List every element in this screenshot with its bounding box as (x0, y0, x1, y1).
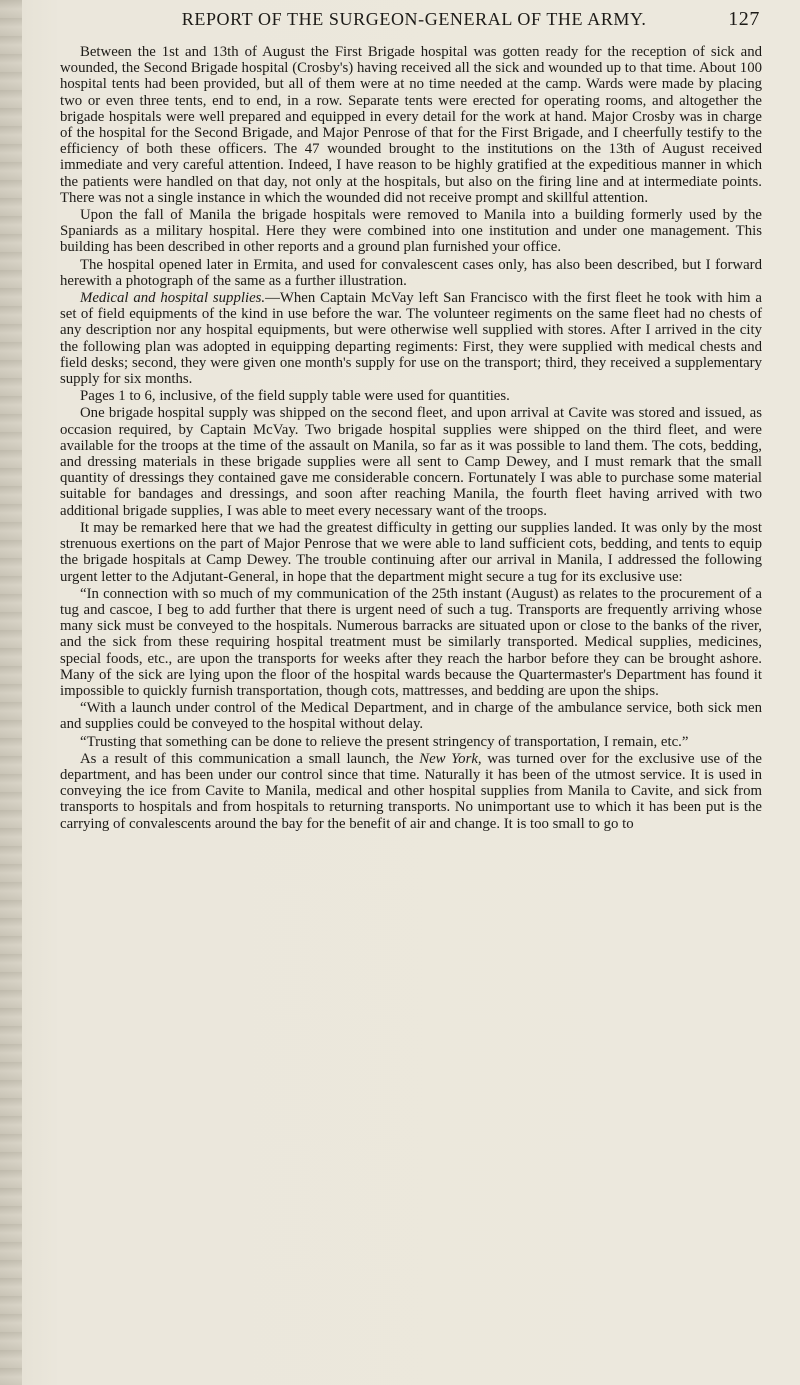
paragraph-2-text: Upon the fall of Manila the brigade hospitals were removed to Manila into a building formerly used by the Spaniards as a military hospital. Here they were combined into one institution and under one management. This building has been described in other reports and a ground plan furnished your office. (60, 207, 762, 256)
paragraph-5-text: Pages 1 to 6, inclusive, of the field supply table were used for quantities. (80, 388, 510, 405)
paragraph-6-text: One brigade hospital supply was shipped on the second fleet, and upon arrival at Cavite was stored and issued, as occasion required, by Captain McVay. Two brigade hospital supplies were shipped on the third fleet, and were available for the troops at the time of the assault on Manila, so far as it was possible to land them. The cots, bedding, and dressing materials in these brigade supplies were all sent to Camp Dewey, and I must remark that the small quantity of dressings they contained gave me considerable concern. Fortunately I was able to purchase some material suitable for bandages and dressings, and soon after reaching Manila, the fourth fleet having arrived with two additional brigade supplies, I was able to meet every necessary want of the troops. (60, 405, 762, 519)
paragraph-final (60, 751, 762, 832)
paragraph-4 (60, 290, 762, 387)
paragraph-7 (60, 520, 762, 585)
paragraph-5 (60, 388, 762, 404)
quoted-letter-1-text: “In connection with so much of my communication of the 25th instant (August) as relates to the procurement of a tug and cascoe, I beg to add further that there is urgent need of such a tug. Transports are frequently arriving whose many sick must be conveyed to the hospitals. Numerous barracks are situated upon or close to the banks of the river, and the sick from these requiring hospital treatment must be similarly transported. Medical supplies, medicines, special foods, etc., are upon the transports for weeks after they reach the harbor before they can be brought ashore. Many of the sick are lying upon the floor of the hospital wards because the Quartermaster's Department has found it impossible to quickly furnish transportation, though cots, mattresses, and bedding are upon the ships. (60, 585, 762, 699)
body-text (60, 44, 762, 832)
paragraph-3 (60, 257, 762, 289)
page-number: 127 (728, 8, 760, 30)
binding-edge (0, 0, 22, 1385)
quoted-letter-2 (60, 700, 762, 732)
paragraph-2 (60, 207, 762, 256)
running-head: REPORT OF THE SURGEON-GENERAL OF THE ARMY. (181, 9, 647, 29)
paragraph-6 (60, 405, 762, 518)
paragraph-final-start: As a result of this communication a small launch, the (80, 750, 420, 767)
paragraph-3-text: The hospital opened later in Ermita, and used for convalescent cases only, has also been described, but I forward herewith a photograph of the same as a further illustration. (60, 256, 762, 289)
paragraph-7-text: It may be remarked here that we had the greatest difficulty in getting our supplies landed. It was only by the most strenuous exertions on the part of Major Penrose that we were able to land sufficient cots, bedding, and tents to equip the brigade hospitals at Camp Dewey. The trouble continuing after our arrival in Manila, I addressed the following urgent letter to the Adjutant-General, in hope that the department might secure a tug for its exclusive use: (60, 519, 762, 585)
launch-name: New York (419, 750, 478, 767)
quoted-letter-2-text: “With a launch under control of the Medical Department, and in charge of the ambulance service, both sick men and supplies could be conveyed to the hospital without delay. (60, 700, 762, 733)
paragraph-1 (60, 44, 762, 206)
paragraph-4-text: —When Captain McVay left San Francisco with the first fleet he took with him a set of field equipments of the kind in use before the war. The volunteer regiments on the same fleet had no chests of any description nor any hospital equipments, but were otherwise well supplied with stores. After I arrived in the city the following plan was adopted in equipping departing regiments: First, they were supplied with medical chests and field desks; second, they were given one month's supply for use on the transport; third, they received a supplementary supply for six months. (60, 290, 762, 388)
page-header (100, 8, 760, 31)
paragraph-1-text: Between the 1st and 13th of August the First Brigade hospital was gotten ready for the reception of sick and wounded, the Second Brigade hospital (Crosby's) having received all the sick and wounded up to that time. About 100 hospital tents had been provided, but all of them were at no time needed at the camp. Wards were made by placing two or even three tents, end to end, in a row. Separate tents were erected for operating rooms, and altogether the brigade hospitals were well prepared and equipped in every detail for the work at hand. Major Crosby was in charge of the hospital for the Second Brigade, and Major Penrose of that for the First Brigade, and I cheerfully testify to the efficiency of both these officers. The 47 wounded brought to the institutions on the 13th of August received immediate and very careful attention. Indeed, I have reason to be highly gratified at the expeditious manner in which the patients were handled on that day, not only at the hospitals, but also on the firing line and at intermediate points. There was not a single instance in which the wounded did not receive prompt and skillful attention. (60, 44, 762, 206)
quoted-letter-1 (60, 586, 762, 699)
paragraph-final-text: , was turned over for the exclusive use of the department, and has been under our control since that time. Naturally it has been of the utmost service. It is used in conveying the ice from Cavite to Manila, medical and other hospital supplies from Manila to Cavite, and sick from transports to hospitals and from hospitals to returning transports. No unimportant use to which it has been put is the carrying of convalescents around the bay for the benefit of air and change. It is too small to go to (60, 750, 763, 832)
section-heading: Medical and hospital supplies. (80, 290, 266, 307)
quoted-letter-3 (60, 734, 762, 750)
quoted-letter-3-text: “Trusting that something can be done to relieve the present stringency of transportation, I remain, etc.” (80, 733, 689, 750)
